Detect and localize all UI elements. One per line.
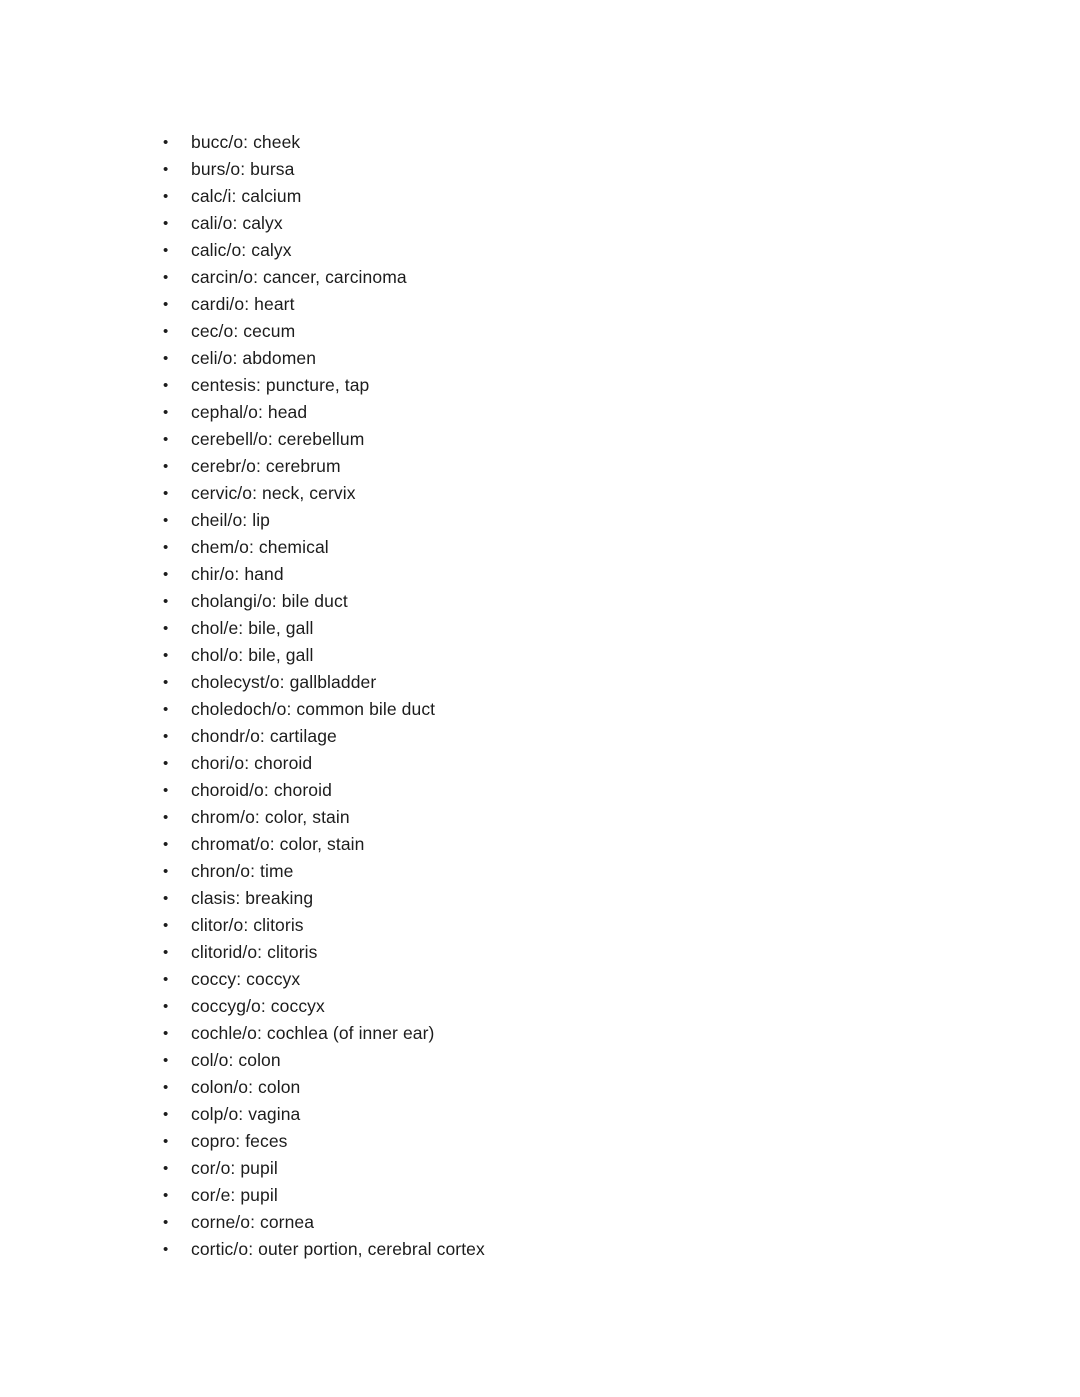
entry-text: cerebr/o: cerebrum xyxy=(191,456,341,476)
bullet-icon: • xyxy=(163,539,169,556)
list-item xyxy=(163,966,485,993)
entry-text: choledoch/o: common bile duct xyxy=(191,699,436,719)
entry-text: cerebell/o: cerebellum xyxy=(191,429,365,449)
medical-roots-list xyxy=(163,129,485,1263)
list-item xyxy=(163,1074,485,1101)
list-item xyxy=(163,453,485,480)
list-item xyxy=(163,507,485,534)
bullet-icon: • xyxy=(163,431,169,448)
list-item xyxy=(163,534,485,561)
list-item xyxy=(163,993,485,1020)
bullet-icon: • xyxy=(163,836,169,853)
list-item xyxy=(163,1155,485,1182)
list-item xyxy=(163,723,485,750)
bullet-icon: • xyxy=(163,620,169,637)
entry-text: cardi/o: heart xyxy=(191,294,295,314)
entry-text: chromat/o: color, stain xyxy=(191,834,365,854)
list-item xyxy=(163,831,485,858)
list-item xyxy=(163,588,485,615)
bullet-icon: • xyxy=(163,1241,169,1258)
list-item xyxy=(163,669,485,696)
entry-text: calic/o: calyx xyxy=(191,240,292,260)
list-item xyxy=(163,642,485,669)
bullet-icon: • xyxy=(163,188,169,205)
entry-text: chondr/o: cartilage xyxy=(191,726,337,746)
list-item xyxy=(163,264,485,291)
list-item xyxy=(163,1182,485,1209)
entry-text: cor/e: pupil xyxy=(191,1185,278,1205)
bullet-icon: • xyxy=(163,458,169,475)
list-item xyxy=(163,183,485,210)
list-item xyxy=(163,804,485,831)
bullet-icon: • xyxy=(163,917,169,934)
list-item xyxy=(163,291,485,318)
entry-text: carcin/o: cancer, carcinoma xyxy=(191,267,407,287)
entry-text: colp/o: vagina xyxy=(191,1104,301,1124)
bullet-icon: • xyxy=(163,728,169,745)
entry-text: bucc/o: cheek xyxy=(191,132,301,152)
list-item xyxy=(163,129,485,156)
entry-text: chori/o: choroid xyxy=(191,753,313,773)
bullet-icon: • xyxy=(163,242,169,259)
entry-text: cervic/o: neck, cervix xyxy=(191,483,356,503)
list-item xyxy=(163,885,485,912)
bullet-icon: • xyxy=(163,809,169,826)
entry-text: chir/o: hand xyxy=(191,564,284,584)
list-item xyxy=(163,237,485,264)
entry-text: chron/o: time xyxy=(191,861,294,881)
entry-text: cholangi/o: bile duct xyxy=(191,591,348,611)
list-item xyxy=(163,561,485,588)
bullet-icon: • xyxy=(163,377,169,394)
bullet-icon: • xyxy=(163,1160,169,1177)
list-item xyxy=(163,1128,485,1155)
list-item xyxy=(163,156,485,183)
entry-text: cholecyst/o: gallbladder xyxy=(191,672,377,692)
bullet-icon: • xyxy=(163,134,169,151)
bullet-icon: • xyxy=(163,863,169,880)
bullet-icon: • xyxy=(163,350,169,367)
bullet-icon: • xyxy=(163,1133,169,1150)
bullet-icon: • xyxy=(163,566,169,583)
bullet-icon: • xyxy=(163,1079,169,1096)
list-item xyxy=(163,696,485,723)
bullet-icon: • xyxy=(163,269,169,286)
bullet-icon: • xyxy=(163,944,169,961)
entry-text: cheil/o: lip xyxy=(191,510,271,530)
entry-text: clitor/o: clitoris xyxy=(191,915,304,935)
entry-text: cali/o: calyx xyxy=(191,213,283,233)
bullet-icon: • xyxy=(163,890,169,907)
entry-text: coccy: coccyx xyxy=(191,969,301,989)
bullet-icon: • xyxy=(163,647,169,664)
entry-text: choroid/o: choroid xyxy=(191,780,332,800)
list-item xyxy=(163,345,485,372)
bullet-icon: • xyxy=(163,782,169,799)
entry-text: colon/o: colon xyxy=(191,1077,301,1097)
list-item xyxy=(163,1101,485,1128)
entry-text: cephal/o: head xyxy=(191,402,308,422)
entry-text: chrom/o: color, stain xyxy=(191,807,350,827)
list-item xyxy=(163,750,485,777)
entry-text: clitorid/o: clitoris xyxy=(191,942,318,962)
bullet-icon: • xyxy=(163,998,169,1015)
list-item xyxy=(163,210,485,237)
list-item xyxy=(163,480,485,507)
bullet-icon: • xyxy=(163,296,169,313)
list-item xyxy=(163,615,485,642)
list-item xyxy=(163,372,485,399)
entry-text: corne/o: cornea xyxy=(191,1212,315,1232)
list-item xyxy=(163,858,485,885)
entry-text: celi/o: abdomen xyxy=(191,348,317,368)
bullet-icon: • xyxy=(163,1106,169,1123)
bullet-icon: • xyxy=(163,1052,169,1069)
bullet-icon: • xyxy=(163,404,169,421)
entry-text: cec/o: cecum xyxy=(191,321,296,341)
list-item xyxy=(163,939,485,966)
bullet-icon: • xyxy=(163,701,169,718)
entry-text: col/o: colon xyxy=(191,1050,281,1070)
bullet-icon: • xyxy=(163,1214,169,1231)
list-item xyxy=(163,912,485,939)
entry-text: chem/o: chemical xyxy=(191,537,329,557)
entry-text: copro: feces xyxy=(191,1131,288,1151)
entry-text: cochle/o: cochlea (of inner ear) xyxy=(191,1023,435,1043)
entry-text: coccyg/o: coccyx xyxy=(191,996,325,1016)
bullet-icon: • xyxy=(163,485,169,502)
bullet-icon: • xyxy=(163,215,169,232)
list-item xyxy=(163,1236,485,1263)
entry-text: chol/e: bile, gall xyxy=(191,618,314,638)
bullet-icon: • xyxy=(163,971,169,988)
list-item xyxy=(163,318,485,345)
entry-text: calc/i: calcium xyxy=(191,186,302,206)
entry-text: cortic/o: outer portion, cerebral cortex xyxy=(191,1239,485,1259)
bullet-icon: • xyxy=(163,512,169,529)
list-item xyxy=(163,399,485,426)
entry-text: chol/o: bile, gall xyxy=(191,645,314,665)
list-item xyxy=(163,1020,485,1047)
bullet-icon: • xyxy=(163,674,169,691)
entry-text: centesis: puncture, tap xyxy=(191,375,370,395)
bullet-icon: • xyxy=(163,323,169,340)
bullet-icon: • xyxy=(163,1025,169,1042)
entry-text: clasis: breaking xyxy=(191,888,314,908)
entry-text: cor/o: pupil xyxy=(191,1158,278,1178)
list-item xyxy=(163,1047,485,1074)
bullet-icon: • xyxy=(163,593,169,610)
bullet-icon: • xyxy=(163,1187,169,1204)
bullet-icon: • xyxy=(163,161,169,178)
entry-text: burs/o: bursa xyxy=(191,159,295,179)
list-item xyxy=(163,426,485,453)
bullet-icon: • xyxy=(163,755,169,772)
list-item xyxy=(163,777,485,804)
list-item xyxy=(163,1209,485,1236)
